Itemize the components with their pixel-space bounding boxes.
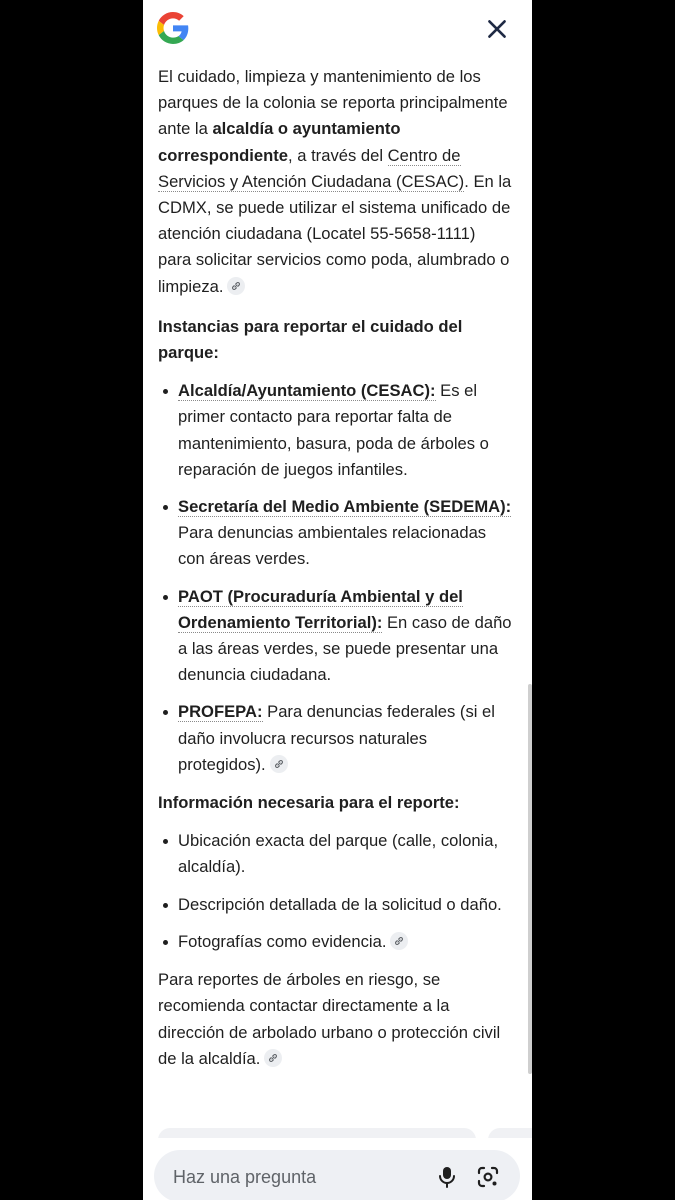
intro-text-3: . En la CDMX, se puede utilizar el sistema unificado de atención ciudadana (Locatel 55-5658-1111) para solicitar servicios como poda, alumbrado o limpieza. — [158, 171, 512, 296]
microphone-icon[interactable] — [436, 1165, 458, 1189]
source-link-icon[interactable] — [390, 932, 408, 950]
google-g-logo — [157, 12, 189, 44]
panel-header — [143, 0, 532, 58]
instancia-item — [178, 699, 513, 778]
intro-text-2: , a través del — [288, 145, 388, 165]
cesac-link[interactable]: Centro de Servicios y Atención Ciudadana (CESAC) — [158, 145, 465, 191]
intro-paragraph — [158, 64, 513, 300]
source-link-icon[interactable] — [270, 755, 288, 773]
info-item — [178, 929, 513, 955]
intro-bold: alcaldía o ayuntamiento correspondiente — [158, 119, 401, 165]
instancia-item — [178, 494, 513, 573]
instancia-item — [178, 584, 513, 689]
ask-input-placeholder[interactable]: Haz una pregunta — [173, 1167, 317, 1187]
scrollbar[interactable] — [528, 684, 532, 1074]
info-list — [158, 828, 513, 955]
info-item — [178, 828, 513, 880]
instancia-title[interactable]: PAOT (Procuraduría Ambiental y del Ordenamiento Territorial): — [178, 586, 463, 632]
source-link-icon[interactable] — [227, 277, 245, 295]
instancias-list — [158, 378, 513, 778]
close-icon[interactable] — [484, 16, 510, 42]
info-heading: Información necesaria para el reporte: — [158, 793, 460, 813]
source-link-icon[interactable] — [264, 1049, 282, 1067]
instancia-text: Es el primer contacto para reportar falta de mantenimiento, basura, poda de árboles o reparación de juegos infantiles. — [178, 381, 489, 479]
closing-text: Para reportes de árboles en riesgo, se recomienda contactar directamente a la dirección de arbolado urbano o protección civil de la alcaldía. — [158, 970, 501, 1068]
answer-content — [158, 64, 513, 1086]
overview-panel — [143, 0, 532, 1200]
instancia-title[interactable]: Secretaría del Medio Ambiente (SEDEMA): — [178, 497, 512, 517]
instancia-text: En caso de daño a las áreas verdes, se puede presentar una denuncia ciudadana. — [178, 612, 512, 685]
info-item-text: Ubicación exacta del parque (calle, colonia, alcaldía). — [178, 831, 499, 877]
ask-question-bar[interactable] — [154, 1150, 520, 1200]
instancia-title[interactable]: PROFEPA: — [178, 702, 263, 722]
info-item-text: Descripción detallada de la solicitud o daño. — [178, 894, 502, 914]
closing-paragraph — [158, 967, 513, 1072]
info-item-text: Fotografías como evidencia. — [178, 931, 387, 951]
instancias-heading: Instancias para reportar el cuidado del parque: — [158, 316, 463, 363]
info-item — [178, 892, 513, 918]
google-lens-icon[interactable] — [476, 1165, 500, 1189]
instancia-text: Para denuncias ambientales relacionadas con áreas verdes. — [178, 523, 487, 569]
intro-text-1: El cuidado, limpieza y mantenimiento de los parques de la colonia se reporta principalmente ante la — [158, 67, 508, 139]
instancia-item — [178, 378, 513, 483]
instancia-text: Para denuncias federales (si el daño involucra recursos naturales protegidos). — [178, 702, 495, 774]
instancia-title[interactable]: Alcaldía/Ayuntamiento (CESAC): — [178, 381, 436, 401]
